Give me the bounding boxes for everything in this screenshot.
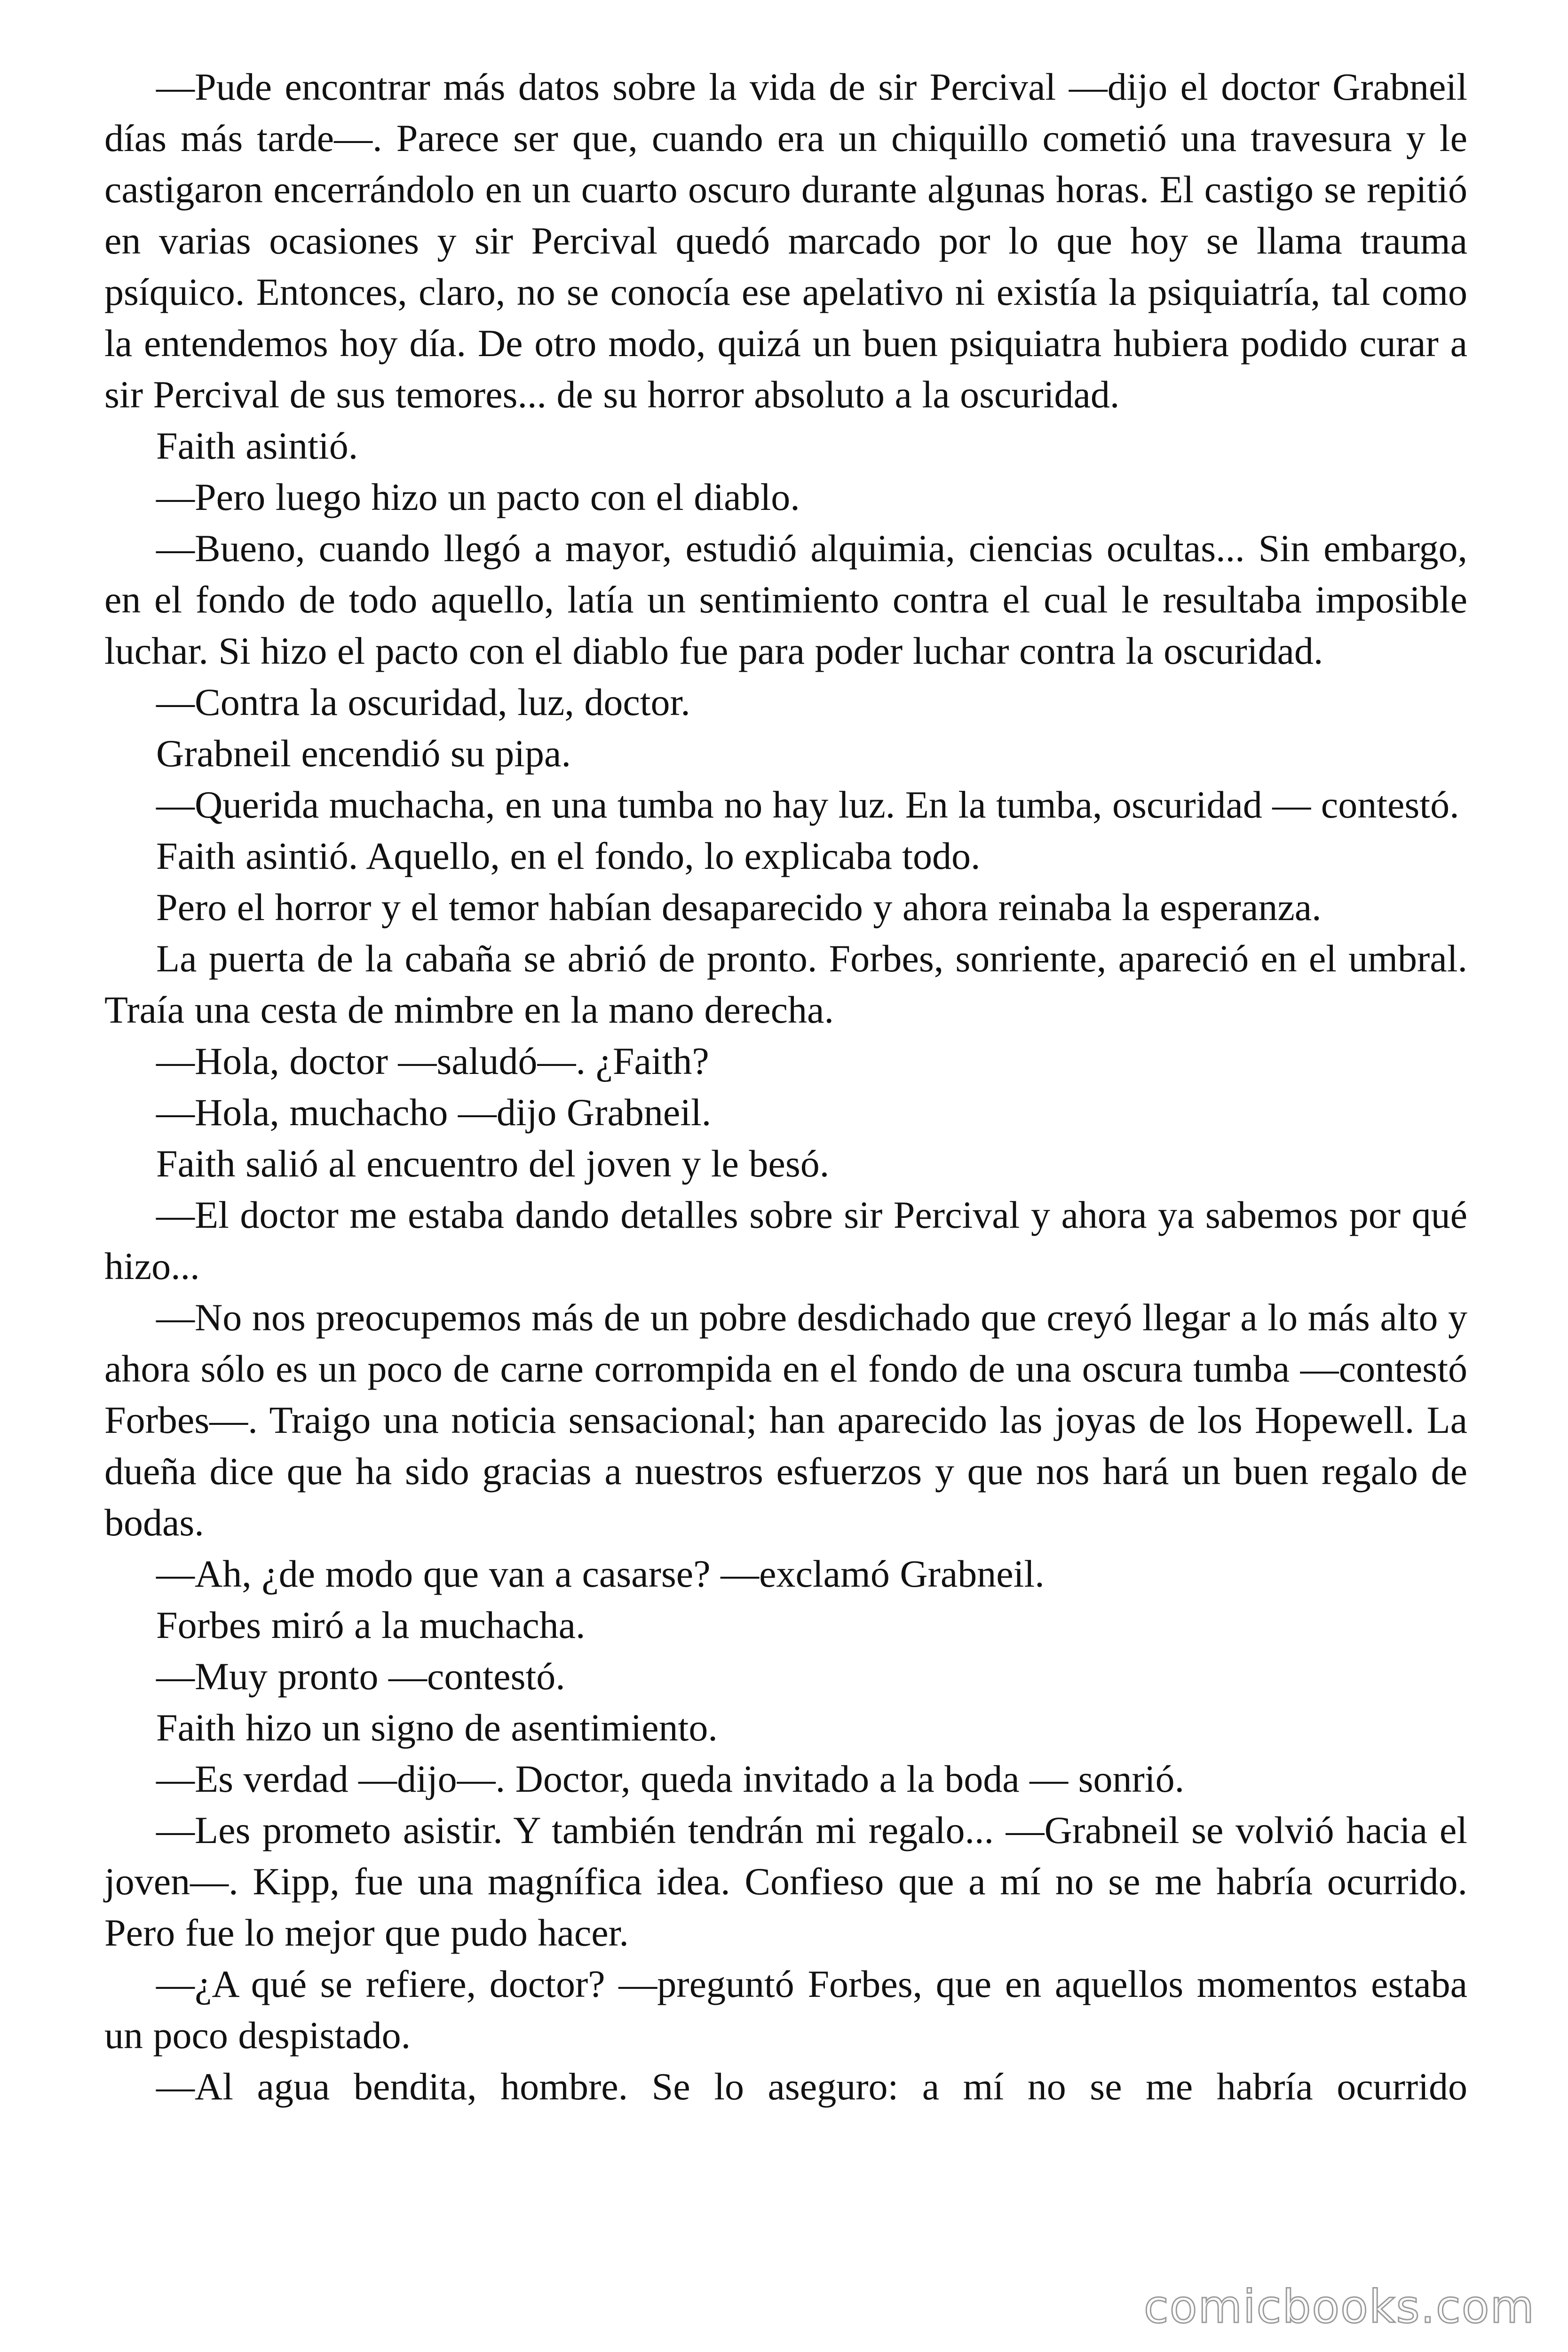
paragraph: —Pude encontrar más datos sobre la vida de sir Percival —dijo el doctor Grabneil días más tarde—. Parece ser que, cuando era un chiquillo cometió una travesura y le castigaron encerrándolo en un cuarto oscuro durante algunas horas. El castigo se repitió en varias ocasiones y sir Percival quedó marcado por lo que hoy se llama trauma psíquico. Entonces, claro, no se conocía ese apelativo ni existía la psiquiatría, tal como la entendemos hoy día. De otro modo, quizá un buen psiquiatra hubiera podido curar a sir Percival de sus temores... de su horror absoluto a la oscuridad.	[104, 65, 1467, 416]
paragraph: —Querida muchacha, en una tumba no hay luz. En la tumba, oscuridad — contestó.	[156, 783, 1459, 826]
paragraph: Pero el horror y el temor habían desaparecido y ahora reinaba la esperanza.	[156, 886, 1322, 929]
paragraph: —No nos preocupemos más de un pobre desdichado que creyó llegar a lo más alto y ahora sólo es un poco de carne corrompida en el fondo de una oscura tumba —contestó Forbes—. Traigo una noticia sensacional; han aparecido las joyas de los Hopewell. La dueña dice que ha sido gracias a nuestros esfuerzos y que nos hará un buen regalo de bodas.	[104, 1296, 1467, 1544]
paragraph: —Muy pronto —contestó.	[156, 1655, 565, 1698]
paragraph: —Pero luego hizo un pacto con el diablo.	[156, 476, 800, 518]
paragraph: —Les prometo asistir. Y también tendrán mi regalo... —Grabneil se volvió hacia el joven—. Kipp, fue una magnífica idea. Confieso que a mí no se me habría ocurrido. Pero fue lo mejor que pudo hacer.	[104, 1809, 1467, 1954]
paragraph: La puerta de la cabaña se abrió de pronto. Forbes, sonriente, apareció en el umbral. Traía una cesta de mimbre en la mano derecha.	[104, 937, 1467, 1031]
paragraph: Faith hizo un signo de asentimiento.	[156, 1706, 718, 1749]
paragraph: Faith asintió. Aquello, en el fondo, lo explicaba todo.	[156, 834, 981, 877]
body-text	[104, 61, 1467, 2112]
paragraph: —¿A qué se refiere, doctor? —preguntó Forbes, que en aquellos momentos estaba un poco despistado.	[104, 1963, 1467, 2057]
paragraph: —Hola, muchacho —dijo Grabneil.	[156, 1091, 712, 1134]
paragraph: Forbes miró a la muchacha.	[156, 1604, 586, 1646]
site-watermark: comicbooks.com	[1143, 2280, 1535, 2333]
paragraph: —Es verdad —dijo—. Doctor, queda invitado a la boda — sonrió.	[156, 1757, 1185, 1800]
paragraph: —El doctor me estaba dando detalles sobre sir Percival y ahora ya sabemos por qué hizo...	[104, 1193, 1467, 1287]
paragraph: Faith asintió.	[156, 424, 358, 467]
paragraph: —Hola, doctor —saludó—. ¿Faith?	[156, 1040, 709, 1082]
paragraph: —Ah, ¿de modo que van a casarse? —exclamó Grabneil.	[156, 1552, 1045, 1595]
paragraph: —Contra la oscuridad, luz, doctor.	[156, 681, 690, 723]
paragraph: Grabneil encendió su pipa.	[156, 732, 571, 775]
paragraph: —Bueno, cuando llegó a mayor, estudió alquimia, ciencias ocultas... Sin embargo, en el fondo de todo aquello, latía un sentimiento contra el cual le resultaba imposible luchar. Si hizo el pacto con el diablo fue para poder luchar contra la oscuridad.	[104, 527, 1467, 672]
paragraph: Faith salió al encuentro del joven y le besó.	[156, 1142, 830, 1185]
paragraph-continued: —Al agua bendita, hombre. Se lo aseguro: a mí no se me habría ocurrido	[156, 2065, 1467, 2108]
